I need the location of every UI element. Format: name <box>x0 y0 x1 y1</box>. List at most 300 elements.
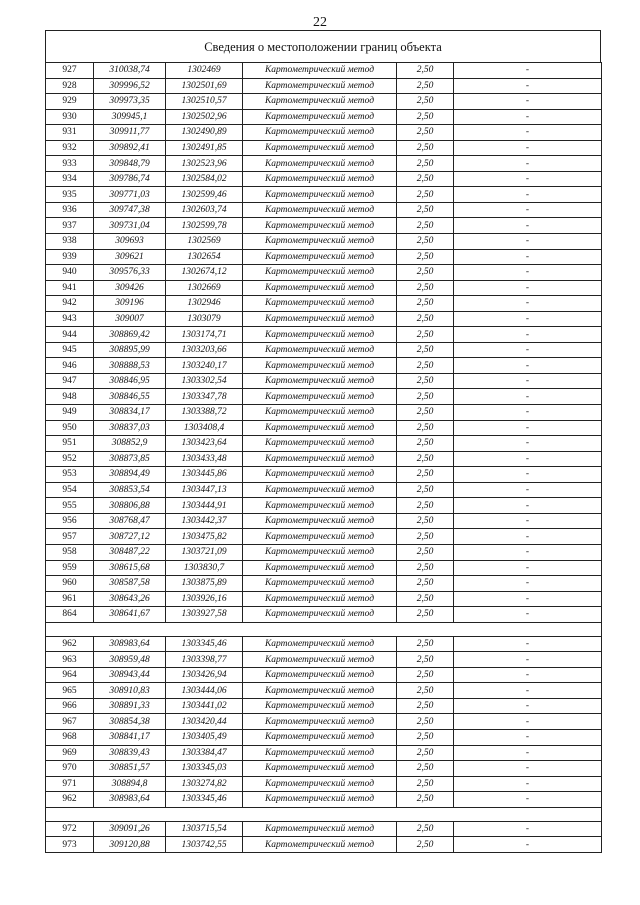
method-cell: Картометрический метод <box>243 420 397 436</box>
description-cell: - <box>454 125 602 141</box>
description-cell: - <box>454 202 602 218</box>
point-number-cell: 945 <box>46 342 94 358</box>
method-cell: Картометрический метод <box>243 63 397 79</box>
accuracy-cell: 2,50 <box>397 405 454 421</box>
description-cell: - <box>454 156 602 172</box>
table-row <box>46 342 602 358</box>
x-coordinate-cell: 308643,26 <box>94 591 166 607</box>
x-coordinate-cell: 309576,33 <box>94 265 166 281</box>
x-coordinate-cell: 308959,48 <box>94 652 166 668</box>
table-row <box>46 373 602 389</box>
y-coordinate-cell: 1303444,06 <box>166 683 243 699</box>
method-cell: Картометрический метод <box>243 792 397 808</box>
description-cell: - <box>454 652 602 668</box>
y-coordinate-cell: 1303445,86 <box>166 467 243 483</box>
description-cell: - <box>454 745 602 761</box>
table-row <box>46 529 602 545</box>
table-row <box>46 280 602 296</box>
table-row <box>46 358 602 374</box>
method-cell: Картометрический метод <box>243 451 397 467</box>
accuracy-cell: 2,50 <box>397 576 454 592</box>
y-coordinate-cell: 1303927,58 <box>166 607 243 623</box>
table-row <box>46 296 602 312</box>
table-row <box>46 109 602 125</box>
description-cell: - <box>454 265 602 281</box>
method-cell: Картометрический метод <box>243 821 397 837</box>
table-row <box>46 436 602 452</box>
x-coordinate-cell: 309007 <box>94 311 166 327</box>
x-coordinate-cell: 309621 <box>94 249 166 265</box>
table-row <box>46 776 602 792</box>
accuracy-cell: 2,50 <box>397 652 454 668</box>
method-cell: Картометрический метод <box>243 218 397 234</box>
table-row <box>46 125 602 141</box>
y-coordinate-cell: 1303174,71 <box>166 327 243 343</box>
x-coordinate-cell: 308854,38 <box>94 714 166 730</box>
x-coordinate-cell: 308869,42 <box>94 327 166 343</box>
description-cell: - <box>454 498 602 514</box>
y-coordinate-cell: 1302469 <box>166 63 243 79</box>
description-cell: - <box>454 451 602 467</box>
x-coordinate-cell: 309973,35 <box>94 94 166 110</box>
y-coordinate-cell: 1303240,17 <box>166 358 243 374</box>
x-coordinate-cell: 309911,77 <box>94 125 166 141</box>
point-number-cell: 971 <box>46 776 94 792</box>
description-cell: - <box>454 78 602 94</box>
description-cell: - <box>454 389 602 405</box>
point-number-cell: 966 <box>46 698 94 714</box>
x-coordinate-cell: 308727,12 <box>94 529 166 545</box>
y-coordinate-cell: 1303345,46 <box>166 636 243 652</box>
x-coordinate-cell: 308943,44 <box>94 667 166 683</box>
method-cell: Картометрический метод <box>243 202 397 218</box>
table-row <box>46 140 602 156</box>
accuracy-cell: 2,50 <box>397 327 454 343</box>
description-cell: - <box>454 667 602 683</box>
y-coordinate-cell: 1303875,89 <box>166 576 243 592</box>
y-coordinate-cell: 1302584,02 <box>166 171 243 187</box>
table-row <box>46 652 602 668</box>
block-separator <box>46 807 602 821</box>
table-row <box>46 218 602 234</box>
description-cell: - <box>454 761 602 777</box>
separator-cell <box>46 807 602 821</box>
accuracy-cell: 2,50 <box>397 78 454 94</box>
method-cell: Картометрический метод <box>243 358 397 374</box>
accuracy-cell: 2,50 <box>397 560 454 576</box>
table-row <box>46 714 602 730</box>
table-row <box>46 249 602 265</box>
accuracy-cell: 2,50 <box>397 265 454 281</box>
point-number-cell: 969 <box>46 745 94 761</box>
x-coordinate-cell: 309892,41 <box>94 140 166 156</box>
point-number-cell: 954 <box>46 482 94 498</box>
accuracy-cell: 2,50 <box>397 467 454 483</box>
point-number-cell: 944 <box>46 327 94 343</box>
point-number-cell: 927 <box>46 63 94 79</box>
method-cell: Картометрический метод <box>243 156 397 172</box>
y-coordinate-cell: 1303274,82 <box>166 776 243 792</box>
point-number-cell: 962 <box>46 792 94 808</box>
accuracy-cell: 2,50 <box>397 591 454 607</box>
y-coordinate-cell: 1303447,13 <box>166 482 243 498</box>
y-coordinate-cell: 1302501,69 <box>166 78 243 94</box>
method-cell: Картометрический метод <box>243 761 397 777</box>
table-row <box>46 837 602 853</box>
description-cell: - <box>454 342 602 358</box>
y-coordinate-cell: 1303345,46 <box>166 792 243 808</box>
method-cell: Картометрический метод <box>243 187 397 203</box>
x-coordinate-cell: 308641,67 <box>94 607 166 623</box>
table-row <box>46 467 602 483</box>
x-coordinate-cell: 309945,1 <box>94 109 166 125</box>
description-cell: - <box>454 405 602 421</box>
separator-cell <box>46 622 602 636</box>
description-cell: - <box>454 94 602 110</box>
y-coordinate-cell: 1303408,4 <box>166 420 243 436</box>
table-row <box>46 78 602 94</box>
accuracy-cell: 2,50 <box>397 296 454 312</box>
point-number-cell: 967 <box>46 714 94 730</box>
table-row <box>46 156 602 172</box>
accuracy-cell: 2,50 <box>397 171 454 187</box>
point-number-cell: 931 <box>46 125 94 141</box>
accuracy-cell: 2,50 <box>397 373 454 389</box>
x-coordinate-cell: 308487,22 <box>94 544 166 560</box>
description-cell: - <box>454 171 602 187</box>
accuracy-cell: 2,50 <box>397 125 454 141</box>
accuracy-cell: 2,50 <box>397 821 454 837</box>
accuracy-cell: 2,50 <box>397 218 454 234</box>
description-cell: - <box>454 358 602 374</box>
point-number-cell: 947 <box>46 373 94 389</box>
x-coordinate-cell: 308983,64 <box>94 636 166 652</box>
x-coordinate-cell: 308837,03 <box>94 420 166 436</box>
coordinates-table <box>45 62 602 853</box>
description-cell: - <box>454 109 602 125</box>
y-coordinate-cell: 1303398,77 <box>166 652 243 668</box>
description-cell: - <box>454 792 602 808</box>
table-row <box>46 405 602 421</box>
method-cell: Картометрический метод <box>243 373 397 389</box>
table-row <box>46 311 602 327</box>
table-row <box>46 327 602 343</box>
y-coordinate-cell: 1303345,03 <box>166 761 243 777</box>
x-coordinate-cell: 310038,74 <box>94 63 166 79</box>
x-coordinate-cell: 308852,9 <box>94 436 166 452</box>
table-row <box>46 698 602 714</box>
point-number-cell: 959 <box>46 560 94 576</box>
x-coordinate-cell: 309426 <box>94 280 166 296</box>
x-coordinate-cell: 308851,57 <box>94 761 166 777</box>
accuracy-cell: 2,50 <box>397 234 454 250</box>
description-cell: - <box>454 636 602 652</box>
method-cell: Картометрический метод <box>243 529 397 545</box>
point-number-cell: 962 <box>46 636 94 652</box>
method-cell: Картометрический метод <box>243 109 397 125</box>
description-cell: - <box>454 683 602 699</box>
method-cell: Картометрический метод <box>243 296 397 312</box>
point-number-cell: 939 <box>46 249 94 265</box>
x-coordinate-cell: 309848,79 <box>94 156 166 172</box>
block-separator <box>46 622 602 636</box>
method-cell: Картометрический метод <box>243 280 397 296</box>
accuracy-cell: 2,50 <box>397 94 454 110</box>
point-number-cell: 973 <box>46 837 94 853</box>
accuracy-cell: 2,50 <box>397 837 454 853</box>
accuracy-cell: 2,50 <box>397 311 454 327</box>
y-coordinate-cell: 1303830,7 <box>166 560 243 576</box>
accuracy-cell: 2,50 <box>397 109 454 125</box>
table-row <box>46 761 602 777</box>
point-number-cell: 946 <box>46 358 94 374</box>
method-cell: Картометрический метод <box>243 327 397 343</box>
table-row <box>46 265 602 281</box>
table-row <box>46 745 602 761</box>
y-coordinate-cell: 1302654 <box>166 249 243 265</box>
accuracy-cell: 2,50 <box>397 498 454 514</box>
table-row <box>46 234 602 250</box>
accuracy-cell: 2,50 <box>397 451 454 467</box>
description-cell: - <box>454 576 602 592</box>
method-cell: Картометрический метод <box>243 729 397 745</box>
point-number-cell: 970 <box>46 761 94 777</box>
x-coordinate-cell: 308888,53 <box>94 358 166 374</box>
table-row <box>46 94 602 110</box>
accuracy-cell: 2,50 <box>397 280 454 296</box>
y-coordinate-cell: 1302674,12 <box>166 265 243 281</box>
method-cell: Картометрический метод <box>243 498 397 514</box>
method-cell: Картометрический метод <box>243 342 397 358</box>
point-number-cell: 928 <box>46 78 94 94</box>
accuracy-cell: 2,50 <box>397 714 454 730</box>
description-cell: - <box>454 420 602 436</box>
x-coordinate-cell: 309731,04 <box>94 218 166 234</box>
point-number-cell: 949 <box>46 405 94 421</box>
x-coordinate-cell: 309786,74 <box>94 171 166 187</box>
description-cell: - <box>454 140 602 156</box>
point-number-cell: 953 <box>46 467 94 483</box>
point-number-cell: 937 <box>46 218 94 234</box>
table-row <box>46 821 602 837</box>
accuracy-cell: 2,50 <box>397 745 454 761</box>
table-row <box>46 202 602 218</box>
table-row <box>46 171 602 187</box>
description-cell: - <box>454 311 602 327</box>
x-coordinate-cell: 309747,38 <box>94 202 166 218</box>
y-coordinate-cell: 1303441,02 <box>166 698 243 714</box>
accuracy-cell: 2,50 <box>397 140 454 156</box>
description-cell: - <box>454 714 602 730</box>
x-coordinate-cell: 308891,33 <box>94 698 166 714</box>
description-cell: - <box>454 327 602 343</box>
method-cell: Картометрический метод <box>243 78 397 94</box>
y-coordinate-cell: 1303384,47 <box>166 745 243 761</box>
description-cell: - <box>454 729 602 745</box>
table-row <box>46 729 602 745</box>
y-coordinate-cell: 1302669 <box>166 280 243 296</box>
x-coordinate-cell: 308587,58 <box>94 576 166 592</box>
y-coordinate-cell: 1303433,48 <box>166 451 243 467</box>
description-cell: - <box>454 187 602 203</box>
accuracy-cell: 2,50 <box>397 792 454 808</box>
accuracy-cell: 2,50 <box>397 156 454 172</box>
table-title: Сведения о местоположении границ объекта <box>45 30 601 62</box>
y-coordinate-cell: 1303926,16 <box>166 591 243 607</box>
x-coordinate-cell: 309996,52 <box>94 78 166 94</box>
y-coordinate-cell: 1303420,44 <box>166 714 243 730</box>
method-cell: Картометрический метод <box>243 683 397 699</box>
point-number-cell: 956 <box>46 513 94 529</box>
x-coordinate-cell: 308895,99 <box>94 342 166 358</box>
table-row <box>46 420 602 436</box>
method-cell: Картометрический метод <box>243 837 397 853</box>
accuracy-cell: 2,50 <box>397 513 454 529</box>
page-number: 22 <box>313 15 327 30</box>
x-coordinate-cell: 309091,26 <box>94 821 166 837</box>
x-coordinate-cell: 308768,47 <box>94 513 166 529</box>
description-cell: - <box>454 482 602 498</box>
x-coordinate-cell: 308910,83 <box>94 683 166 699</box>
y-coordinate-cell: 1302569 <box>166 234 243 250</box>
description-cell: - <box>454 544 602 560</box>
description-cell: - <box>454 63 602 79</box>
x-coordinate-cell: 309120,88 <box>94 837 166 853</box>
method-cell: Картометрический метод <box>243 249 397 265</box>
y-coordinate-cell: 1303203,66 <box>166 342 243 358</box>
y-coordinate-cell: 1303388,72 <box>166 405 243 421</box>
table-row <box>46 482 602 498</box>
point-number-cell: 942 <box>46 296 94 312</box>
y-coordinate-cell: 1303475,82 <box>166 529 243 545</box>
x-coordinate-cell: 309771,03 <box>94 187 166 203</box>
method-cell: Картометрический метод <box>243 576 397 592</box>
point-number-cell: 935 <box>46 187 94 203</box>
y-coordinate-cell: 1302599,46 <box>166 187 243 203</box>
accuracy-cell: 2,50 <box>397 63 454 79</box>
description-cell: - <box>454 776 602 792</box>
description-cell: - <box>454 296 602 312</box>
point-number-cell: 960 <box>46 576 94 592</box>
table-row <box>46 560 602 576</box>
method-cell: Картометрический метод <box>243 698 397 714</box>
table-row <box>46 389 602 405</box>
table-body <box>46 63 602 853</box>
description-cell: - <box>454 837 602 853</box>
point-number-cell: 930 <box>46 109 94 125</box>
description-cell: - <box>454 467 602 483</box>
y-coordinate-cell: 1303742,55 <box>166 837 243 853</box>
accuracy-cell: 2,50 <box>397 544 454 560</box>
y-coordinate-cell: 1302523,96 <box>166 156 243 172</box>
table-row <box>46 792 602 808</box>
method-cell: Картометрический метод <box>243 513 397 529</box>
accuracy-cell: 2,50 <box>397 342 454 358</box>
description-cell: - <box>454 560 602 576</box>
accuracy-cell: 2,50 <box>397 729 454 745</box>
point-number-cell: 951 <box>46 436 94 452</box>
method-cell: Картометрический метод <box>243 140 397 156</box>
y-coordinate-cell: 1303079 <box>166 311 243 327</box>
point-number-cell: 929 <box>46 94 94 110</box>
y-coordinate-cell: 1302490,89 <box>166 125 243 141</box>
accuracy-cell: 2,50 <box>397 202 454 218</box>
description-cell: - <box>454 234 602 250</box>
accuracy-cell: 2,50 <box>397 529 454 545</box>
point-number-cell: 934 <box>46 171 94 187</box>
point-number-cell: 968 <box>46 729 94 745</box>
accuracy-cell: 2,50 <box>397 683 454 699</box>
x-coordinate-cell: 308615,68 <box>94 560 166 576</box>
method-cell: Картометрический метод <box>243 745 397 761</box>
x-coordinate-cell: 308846,95 <box>94 373 166 389</box>
method-cell: Картометрический метод <box>243 591 397 607</box>
y-coordinate-cell: 1303444,91 <box>166 498 243 514</box>
method-cell: Картометрический метод <box>243 607 397 623</box>
method-cell: Картометрический метод <box>243 776 397 792</box>
description-cell: - <box>454 513 602 529</box>
method-cell: Картометрический метод <box>243 482 397 498</box>
table-row <box>46 591 602 607</box>
point-number-cell: 936 <box>46 202 94 218</box>
y-coordinate-cell: 1302491,85 <box>166 140 243 156</box>
accuracy-cell: 2,50 <box>397 761 454 777</box>
table-row <box>46 513 602 529</box>
y-coordinate-cell: 1303721,09 <box>166 544 243 560</box>
description-cell: - <box>454 280 602 296</box>
coordinates-sheet <box>45 30 601 853</box>
accuracy-cell: 2,50 <box>397 482 454 498</box>
table-row <box>46 451 602 467</box>
method-cell: Картометрический метод <box>243 311 397 327</box>
point-number-cell: 864 <box>46 607 94 623</box>
x-coordinate-cell: 309693 <box>94 234 166 250</box>
x-coordinate-cell: 308839,43 <box>94 745 166 761</box>
y-coordinate-cell: 1303442,37 <box>166 513 243 529</box>
point-number-cell: 948 <box>46 389 94 405</box>
description-cell: - <box>454 249 602 265</box>
accuracy-cell: 2,50 <box>397 776 454 792</box>
point-number-cell: 965 <box>46 683 94 699</box>
method-cell: Картометрический метод <box>243 636 397 652</box>
y-coordinate-cell: 1303302,54 <box>166 373 243 389</box>
method-cell: Картометрический метод <box>243 652 397 668</box>
point-number-cell: 952 <box>46 451 94 467</box>
method-cell: Картометрический метод <box>243 171 397 187</box>
y-coordinate-cell: 1302946 <box>166 296 243 312</box>
table-row <box>46 683 602 699</box>
method-cell: Картометрический метод <box>243 560 397 576</box>
y-coordinate-cell: 1303405,49 <box>166 729 243 745</box>
method-cell: Картометрический метод <box>243 94 397 110</box>
x-coordinate-cell: 308894,49 <box>94 467 166 483</box>
table-row <box>46 667 602 683</box>
method-cell: Картометрический метод <box>243 265 397 281</box>
table-row <box>46 63 602 79</box>
accuracy-cell: 2,50 <box>397 607 454 623</box>
x-coordinate-cell: 308894,8 <box>94 776 166 792</box>
point-number-cell: 950 <box>46 420 94 436</box>
method-cell: Картометрический метод <box>243 234 397 250</box>
accuracy-cell: 2,50 <box>397 436 454 452</box>
x-coordinate-cell: 308983,64 <box>94 792 166 808</box>
accuracy-cell: 2,50 <box>397 667 454 683</box>
table-row <box>46 544 602 560</box>
method-cell: Картометрический метод <box>243 405 397 421</box>
x-coordinate-cell: 308846,55 <box>94 389 166 405</box>
point-number-cell: 958 <box>46 544 94 560</box>
y-coordinate-cell: 1302603,74 <box>166 202 243 218</box>
